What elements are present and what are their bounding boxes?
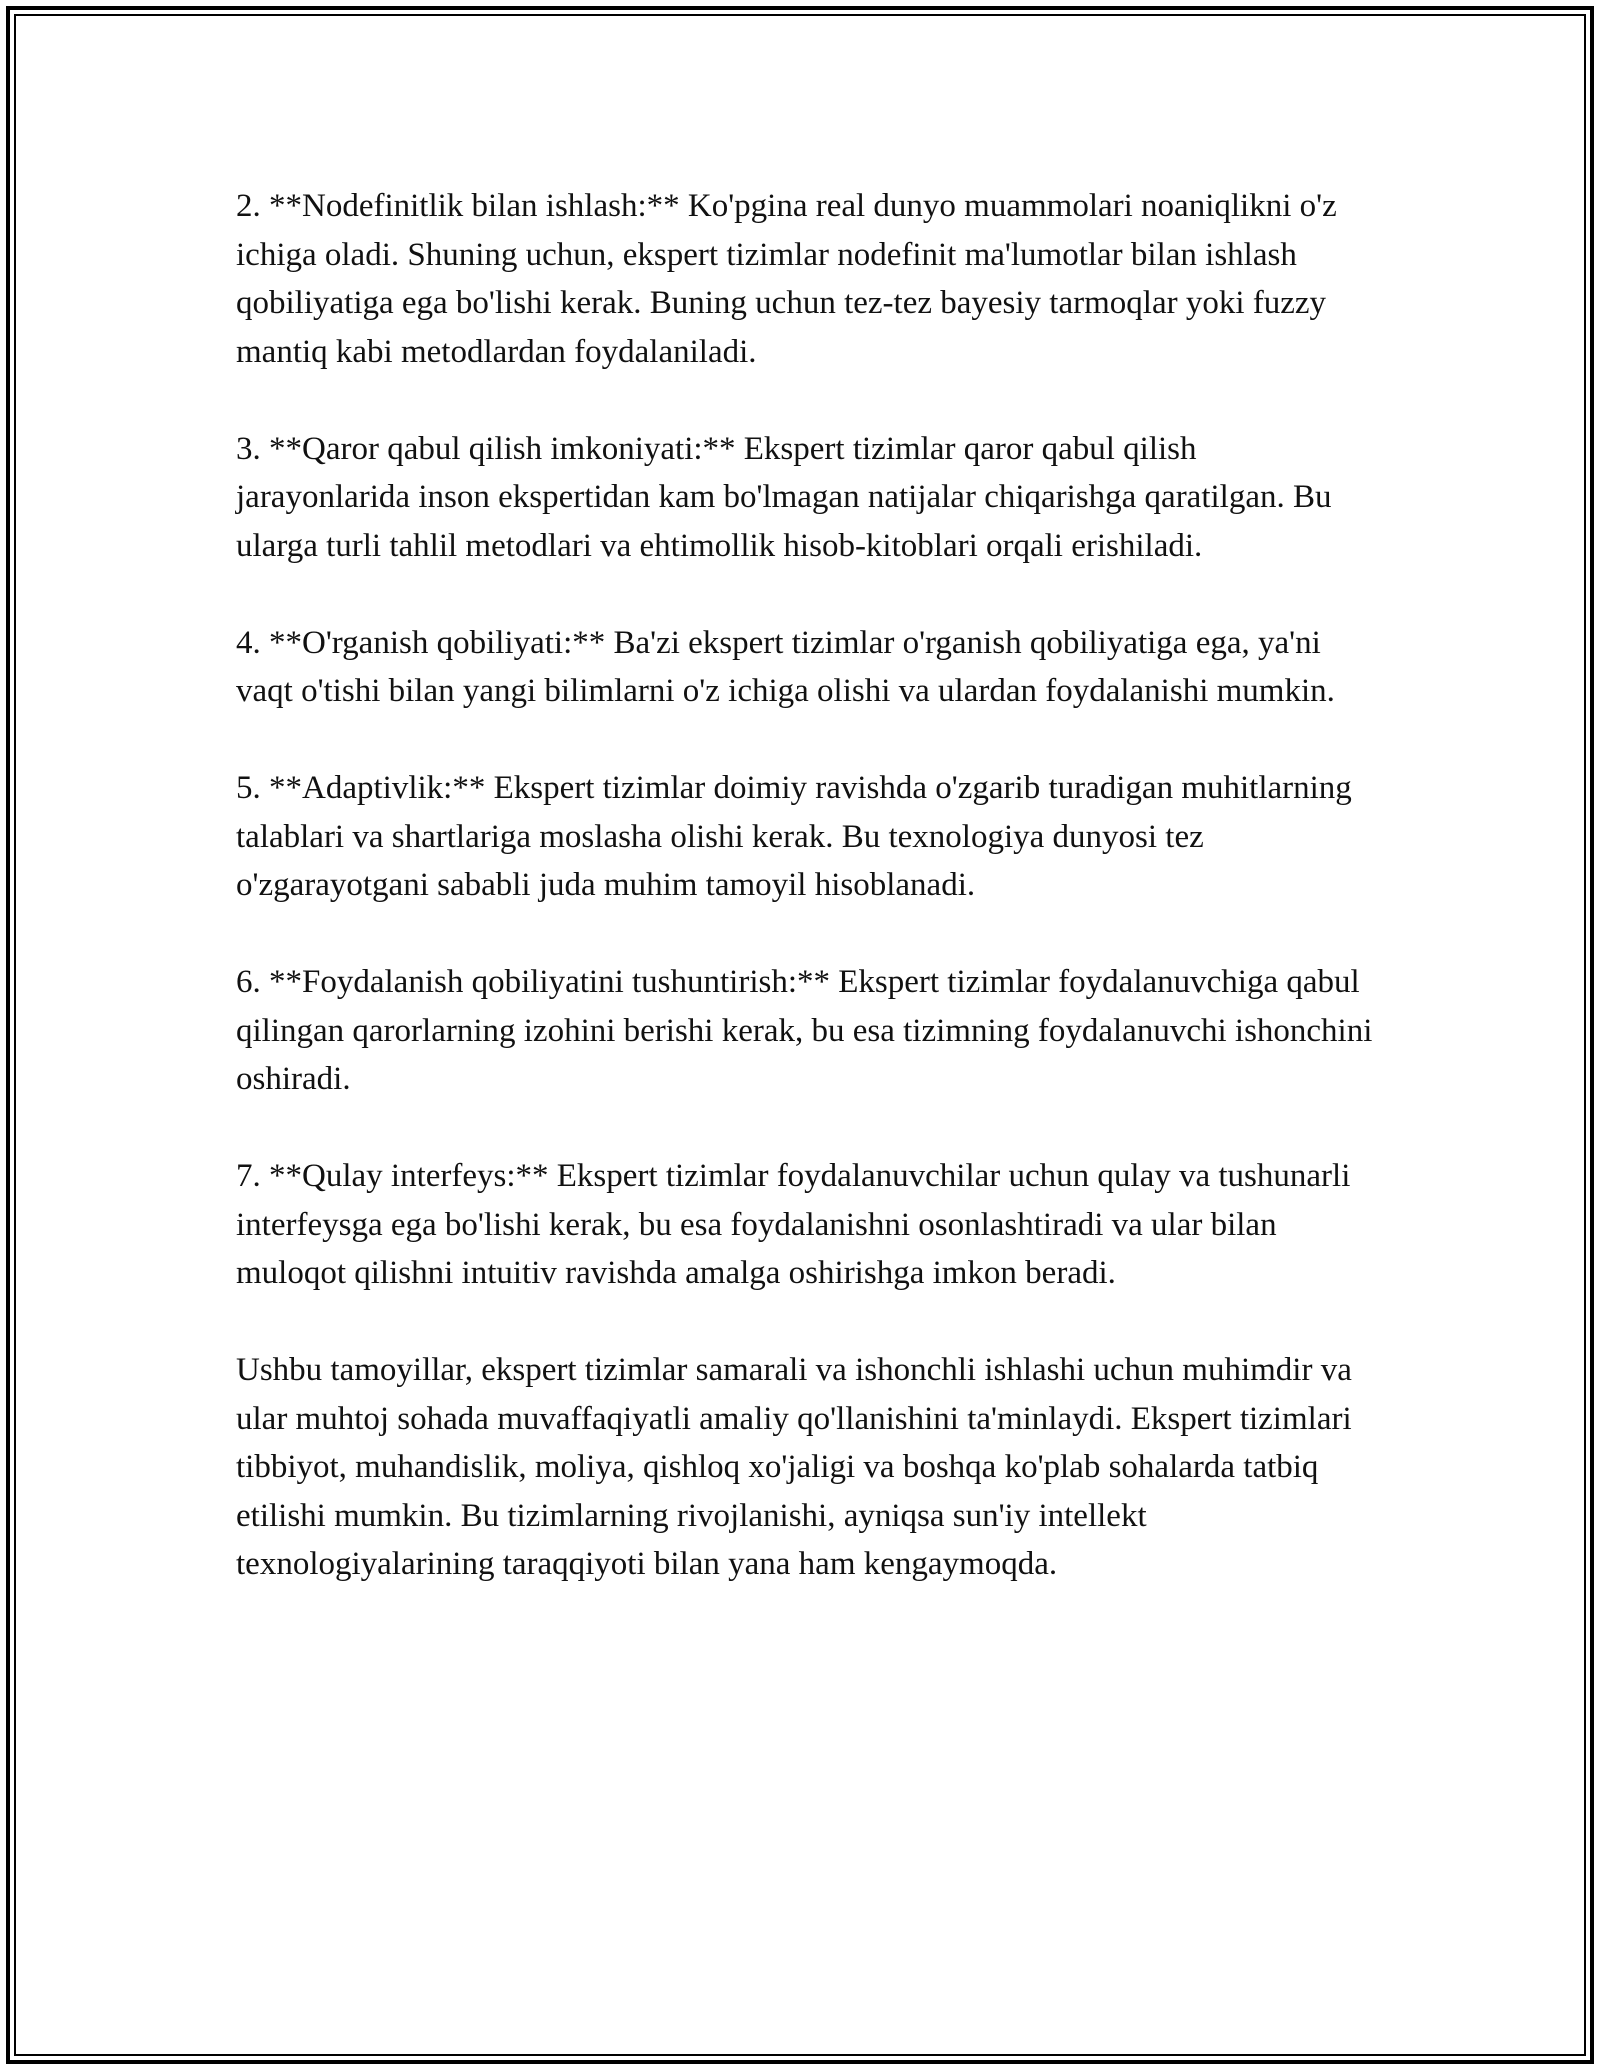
paragraph-adaptivlik: 5. **Adaptivlik:** Ekspert tizimlar doimiy ravishda o'zgarib turadigan muhitlarning talablari va shartlariga moslasha olishi kerak. Bu texnologiya dunyosi tez o'zgarayotgani sababli juda muhim tamoyil hisoblanadi. [236,770,1352,903]
paragraph-nodefinitlik: 2. **Nodefinitlik bilan ishlash:** Ko'pgina real dunyo muammolari noaniqlikni o'z ichiga oladi. Shuning uchun, ekspert tizimlar nodefinit ma'lumotlar bilan ishlash qobiliyatiga ega bo'lishi kerak. Buning uchun tez-tez bayesiy tarmoqlar yoki fuzzy mantiq kabi metodlardan foydalaniladi. [236,188,1337,370]
paragraph-conclusion: Ushbu tamoyillar, ekspert tizimlar samarali va ishonchli ishlashi uchun muhimdir va ular muhtoj sohada muvaffaqiyatli amaliy qo'llanishini ta'minlaydi. Ekspert tizimlari tibbiyot, muhandislik, moliya, qishloq xo'jaligi va boshqa ko'plab sohalarda tatbiq etilishi mumkin. Bu tizimlarning rivojlanishi, ayniqsa sun'iy intellekt texnologiyalarining taraqqiyoti bilan yana ham kengaymoqda. [236,1352,1352,1582]
paragraph-qaror-qabul-qilish: 3. **Qaror qabul qilish imkoniyati:** Ekspert tizimlar qaror qabul qilish jarayonlarida inson ekspertidan kam bo'lmagan natijalar chiqarishga qaratilgan. Bu ularga turli tahlil metodlari va ehtimollik hisob-kitoblari orqali erishiladi. [236,430,1332,564]
paragraph-foydalanish-tushuntirish: 6. **Foydalanish qobiliyatini tushuntirish:** Ekspert tizimlar foydalanuvchiga qabul qilingan qarorlarning izohini berishi kerak, bu esa tizimning foydalanuvchi ishonchini oshiradi. [236,964,1373,1097]
paragraph-qulay-interfeys: 7. **Qulay interfeys:** Ekspert tizimlar foydalanuvchilar uchun qulay va tushunarli interfeysga ega bo'lishi kerak, bu esa foydalanishni osonlashtiradi va ular bilan muloqot qilishni intuitiv ravishda amalga oshirishga imkon beradi. [236,1158,1351,1291]
paragraph-organish-qobiliyati: 4. **O'rganish qobiliyati:** Ba'zi ekspert tizimlar o'rganish qobiliyatiga ega, ya'ni vaqt o'tishi bilan yangi bilimlarni o'z ichiga olishi va ulardan foydalanishi mumkin. [236,624,1335,709]
document-body [236,182,1376,1589]
